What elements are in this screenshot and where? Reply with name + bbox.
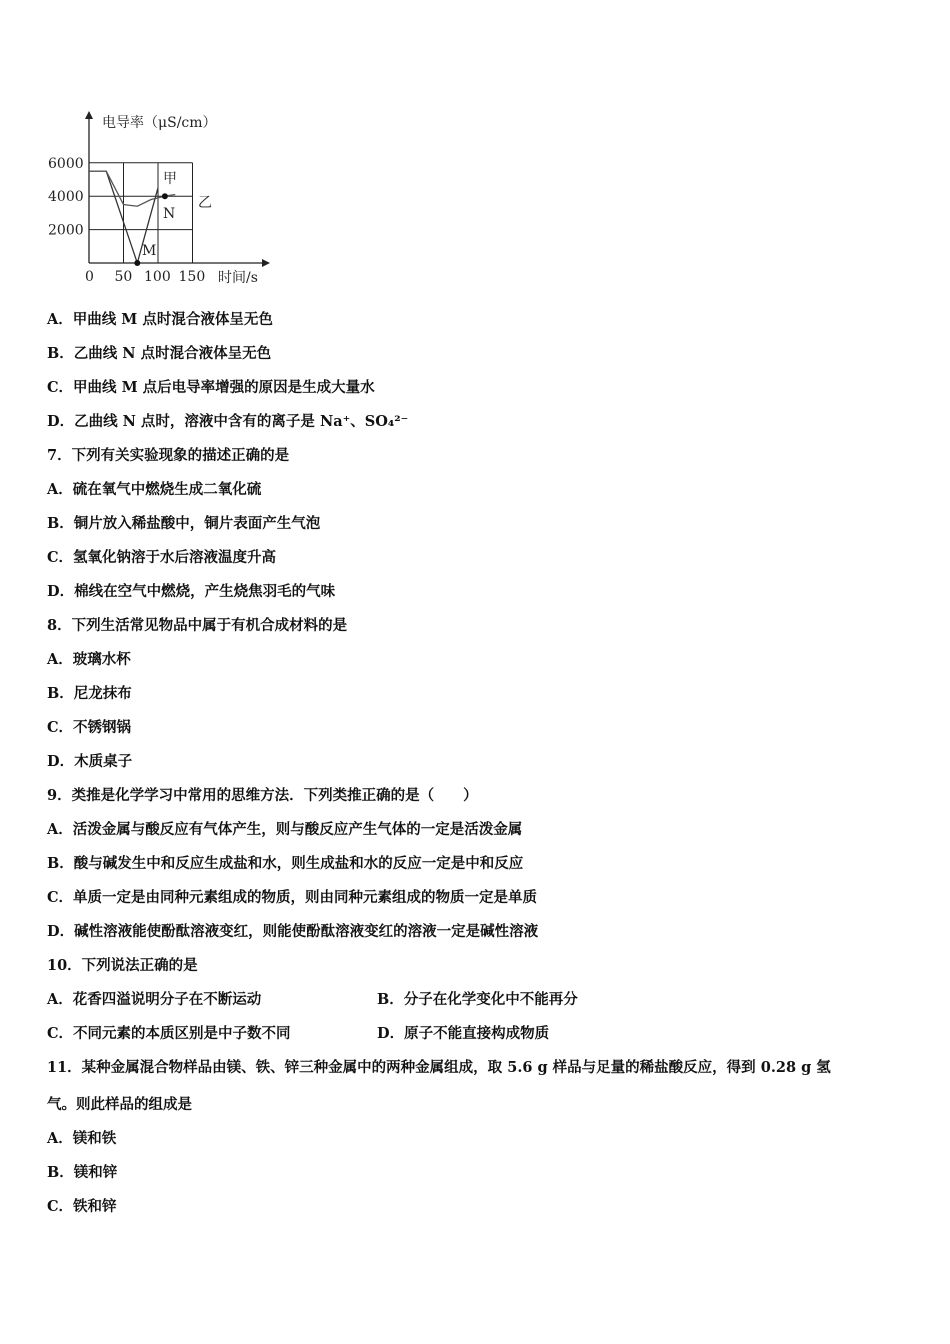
q10-option-a: A．花香四溢说明分子在不断运动	[47, 991, 262, 1008]
text-line: A．玻璃水杯	[47, 651, 131, 668]
text-line: C．氢氧化钠溶于水后溶液温度升高	[47, 549, 277, 566]
y-tick-label: 6000	[48, 155, 84, 172]
text-line: 10．下列说法正确的是	[47, 957, 198, 974]
point-label-m: M	[142, 243, 157, 259]
point-m	[134, 260, 140, 266]
text-line: D．木质桌子	[47, 753, 133, 770]
q10-option-c: C．不同元素的本质区别是中子数不同	[47, 1025, 291, 1042]
q11-option-a: A．镁和铁	[47, 1130, 117, 1147]
series-label-jia: 甲	[163, 171, 177, 187]
q10-option-d: D．原子不能直接构成物质	[377, 1025, 550, 1042]
text-line: A．活泼金属与酸反应有气体产生，则与酸反应产生气体的一定是活泼金属	[47, 821, 523, 838]
y-tick-label: 4000	[48, 189, 84, 206]
text-line: B．乙曲线 N 点时混合液体呈无色	[47, 345, 272, 362]
y-axis-arrow	[85, 111, 93, 119]
text-line: 7．下列有关实验现象的描述正确的是	[47, 447, 290, 464]
y-axis-label: 电导率（μS/cm）	[102, 115, 217, 131]
x-tick-label: 50	[114, 269, 133, 285]
text-line: B．铜片放入稀盐酸中，铜片表面产生气泡	[47, 515, 321, 532]
text-line: C．甲曲线 M 点后电导率增强的原因是生成大量水	[47, 379, 375, 396]
conductivity-chart	[40, 105, 280, 290]
y-tick-label: 2000	[48, 222, 84, 239]
text-line: D．碱性溶液能使酚酞溶液变红，则能使酚酞溶液变红的溶液一定是碱性溶液	[47, 923, 539, 940]
q11-stem: 11．某种金属混合物样品由镁、铁、锌三种金属中的两种金属组成，取 5.6 g 样品与足量的稀盐酸反应，得到 0.28 g 氢	[47, 1059, 831, 1076]
text-line: B．酸与碱发生中和反应生成盐和水，则生成盐和水的反应一定是中和反应	[47, 855, 524, 872]
text-line: 9．类推是化学学习中常用的思维方法．下列类推正确的是（ ）	[47, 787, 478, 804]
q11-option-c: C．铁和锌	[47, 1198, 117, 1215]
text-line: D．棉线在空气中燃烧，产生烧焦羽毛的气味	[47, 583, 336, 600]
point-label-n: N	[163, 206, 176, 222]
q11-option-b: B．镁和锌	[47, 1164, 118, 1181]
text-line: B．尼龙抹布	[47, 685, 132, 702]
x-axis-label: 时间/s	[218, 270, 258, 286]
x-tick-label: 150	[178, 269, 206, 285]
x-tick-label: 100	[144, 269, 171, 285]
point-n	[162, 193, 168, 199]
text-line: A．甲曲线 M 点时混合液体呈无色	[47, 311, 273, 328]
text-line: D．乙曲线 N 点时，溶液中含有的离子是 Na⁺、SO₄²⁻	[47, 413, 409, 430]
series-label-yi: 乙	[198, 195, 212, 211]
text-line: A．硫在氧气中燃烧生成二氧化硫	[47, 481, 262, 498]
q11-stem-cont: 气。则此样品的组成是	[47, 1096, 192, 1113]
text-line: 8．下列生活常见物品中属于有机合成材料的是	[47, 617, 348, 634]
x-axis-arrow	[262, 259, 270, 267]
x-tick-label: 0	[85, 269, 94, 285]
text-line: C．单质一定是由同种元素组成的物质，则由同种元素组成的物质一定是单质	[47, 889, 538, 906]
text-line: C．不锈钢锅	[47, 719, 132, 736]
q10-option-b: B．分子在化学变化中不能再分	[377, 991, 578, 1008]
